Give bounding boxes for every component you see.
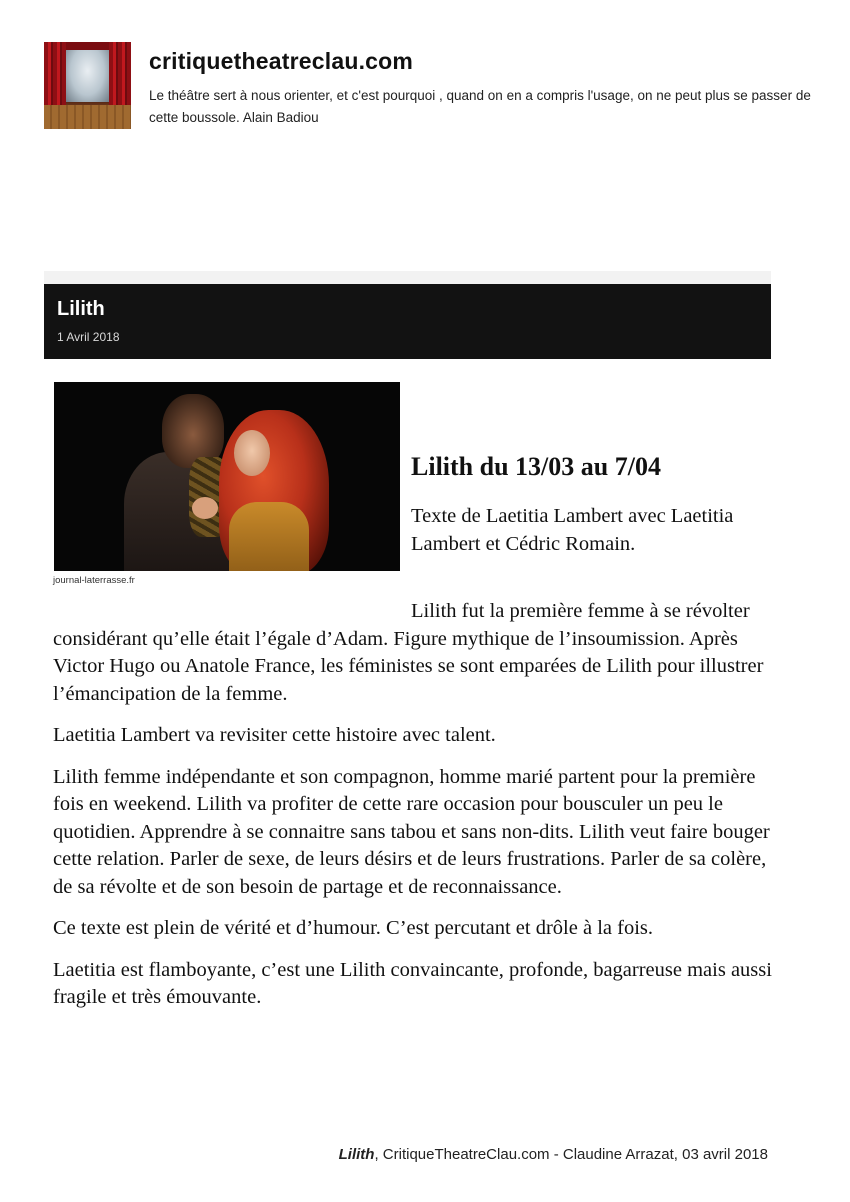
article-paragraph: Laetitia est flamboyante, c’est une Lilith convaincante, profonde, bagarreuse mais aussi fragile et très émouvante. — [53, 958, 772, 1008]
photo-hand — [192, 497, 218, 519]
logo-backdrop — [66, 50, 109, 102]
logo-stage-floor — [44, 105, 131, 129]
site-logo-theatre-stage[interactable] — [44, 42, 131, 129]
article-paragraph: Lilith femme indépendante et son compagnon, homme marié partent pour la première fois en weekend. Lilith va profiter de cette rare occasion pour bousculer un peu le quotidien. Apprendre à se connaitre sans tabou et sans non-dits. Lilith veut faire bouger cette relation. Parler de sexe, de leurs désirs et de leurs frustrations. Parler de sa colère, de sa révolte et de son besoin de partage et de reconnaissance. — [53, 765, 770, 898]
photo-credit: journal-laterrasse.fr — [53, 575, 135, 586]
article-paragraph: Ce texte est plein de vérité et d’humour. C’est percutant et drôle à la fois. — [53, 917, 653, 939]
photo-woman-face — [234, 430, 270, 476]
logo-curtain-left — [44, 42, 66, 106]
site-header — [44, 42, 824, 132]
article-credits: Texte de Laetitia Lambert avec Laetitia Lambert et Cédric Romain. — [411, 505, 734, 555]
source-details: , CritiqueTheatreClau.com - Claudine Arrazat, 03 avril 2018 — [374, 1146, 768, 1163]
source-title: Lilith — [338, 1146, 375, 1163]
post-title[interactable]: Lilith — [57, 298, 105, 320]
site-title-link[interactable]: critiquetheatreclau.com — [149, 48, 414, 74]
article-photo — [54, 382, 400, 571]
article-body — [53, 598, 788, 1026]
logo-curtain-right — [109, 42, 131, 106]
site-tagline: Le théâtre sert à nous orienter, et c'est pourquoi , quand on en a compris l'usage, on ne peut plus se passer de cette boussole. Alain Badiou — [149, 88, 811, 125]
article-paragraph: Laetitia Lambert va revisiter cette histoire avec talent. — [53, 724, 496, 746]
divider-band — [44, 271, 771, 284]
article-heading: Lilith du 13/03 au 7/04 — [411, 452, 661, 481]
article-paragraph: Lilith fut la première femme à se révolter considérant qu’elle était l’égale d’Adam. Figure mythique de l’insoumission. Après Victor Hugo ou Anatole France, les féministes se sont emparées de Lilith pour illustrer l’émancipation de la femme. — [53, 600, 764, 705]
post-header — [44, 284, 771, 359]
photo-woman-coat — [229, 502, 309, 571]
post-date: 1 Avril 2018 — [57, 330, 120, 344]
source-citation — [339, 1146, 768, 1163]
